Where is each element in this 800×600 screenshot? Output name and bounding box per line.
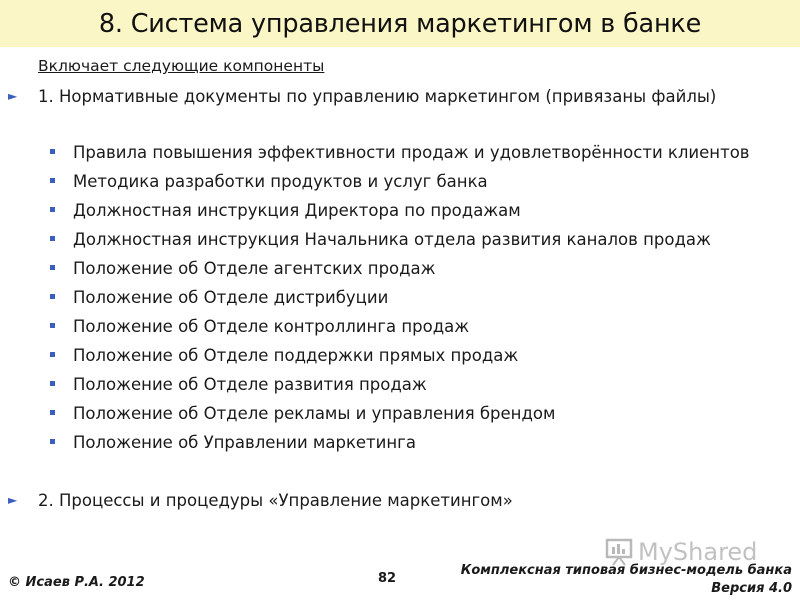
list-item-label: Положение об Отделе развития продаж [73, 375, 427, 394]
arrow-bullet-icon: ► [8, 493, 18, 507]
footer-model-version: Версия 4.0 [711, 581, 792, 596]
list-item [73, 370, 788, 399]
list-item [73, 341, 788, 370]
title-bar [0, 0, 800, 47]
intro-text: Включает следующие компоненты [38, 57, 325, 75]
list-item-label: Положение об Отделе рекламы и управления брендом [73, 404, 556, 423]
list-item-label: 1. Нормативные документы по управлению маркетингом (привязаны файлы) [38, 87, 717, 106]
list-item [73, 312, 788, 341]
square-bullet-icon [50, 381, 55, 386]
list-item [73, 254, 788, 283]
square-bullet-icon [50, 178, 55, 183]
list-item [73, 167, 788, 196]
arrow-bullet-icon: ► [8, 89, 18, 103]
list-item [73, 138, 788, 167]
list-item [73, 428, 788, 457]
list-item [73, 225, 788, 254]
list-item-label: Положение об Отделе агентских продаж [73, 259, 436, 278]
list-item-label: Положение об Отделе поддержки прямых продаж [73, 346, 519, 365]
square-bullet-icon [50, 410, 55, 415]
list-item-label: Должностная инструкция Директора по продажам [73, 201, 521, 220]
square-bullet-icon [50, 149, 55, 154]
list-item-label: Правила повышения эффективности продаж и удовлетворённости клиентов [73, 143, 750, 162]
list-item-label: Положение об Управлении маркетинга [73, 433, 416, 452]
footer-model-title: Комплексная типовая бизнес-модель банка [460, 563, 792, 578]
sub-list [73, 138, 788, 457]
watermark-text: MyShared [638, 538, 758, 566]
list-item-label: Положение об Отделе дистрибуции [73, 288, 389, 307]
square-bullet-icon [50, 236, 55, 241]
list-item-label: 2. Процессы и процедуры «Управление маркетингом» [38, 491, 513, 510]
list-item-label: Положение об Отделе контроллинга продаж [73, 317, 470, 336]
list-item [73, 283, 788, 312]
footer-model [461, 562, 792, 598]
square-bullet-icon [50, 265, 55, 270]
square-bullet-icon [50, 352, 55, 357]
list-item-label: Методика разработки продуктов и услуг банка [73, 172, 488, 191]
list-item-label: Должностная инструкция Начальника отдела развития каналов продаж [73, 230, 711, 249]
list-item [73, 196, 788, 225]
slide-title: 8. Система управления маркетингом в банке [98, 8, 702, 39]
list-item [73, 399, 788, 428]
square-bullet-icon [50, 207, 55, 212]
list-item-normative-docs [8, 82, 783, 111]
copyright: © Исаев Р.А. 2012 [8, 575, 145, 590]
list-item-processes [8, 486, 783, 515]
square-bullet-icon [50, 323, 55, 328]
page-number: 82 [378, 571, 397, 586]
square-bullet-icon [50, 294, 55, 299]
square-bullet-icon [50, 439, 55, 444]
